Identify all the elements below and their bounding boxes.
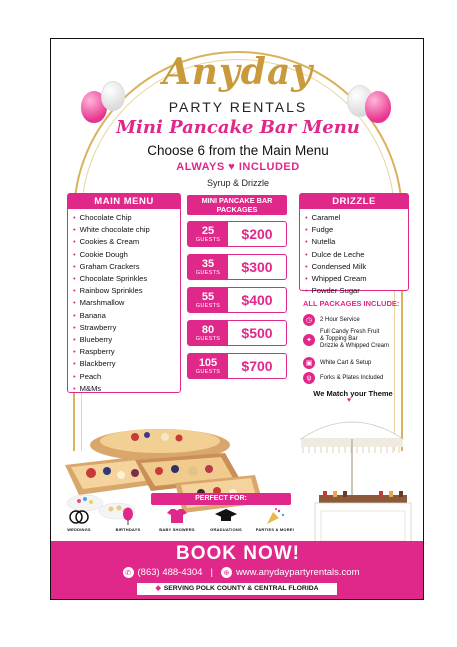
brand-logo: Anyday (162, 51, 314, 93)
list-item: • Raspberry (73, 346, 175, 358)
included-item (303, 329, 419, 350)
event-weddings (57, 507, 101, 539)
list-item: • Peach (73, 371, 175, 383)
party-popper-icon (263, 507, 287, 525)
menu-title: Mini Pancake Bar Menu (116, 117, 360, 138)
event-graduations (204, 507, 248, 539)
main-menu-list (68, 209, 180, 398)
heart-icon: ♥ (347, 397, 352, 404)
list-item: • Fudge (305, 224, 403, 236)
list-item: • Rainbow Sprinkles (73, 285, 175, 297)
main-menu-panel (67, 193, 181, 393)
heart-icon: ♥ (228, 161, 236, 173)
included-line: Full Candy Fresh Fruit (320, 329, 380, 335)
list-item: • Strawberry (73, 322, 175, 334)
rings-icon (67, 507, 91, 525)
event-birthdays (106, 507, 150, 539)
guests-label: GUESTS (195, 236, 221, 243)
package-guests (188, 255, 228, 279)
event-label: BIRTHDAYS (115, 527, 141, 532)
included-item (303, 357, 419, 369)
package-guests (188, 222, 228, 246)
list-item: • Whipped Cream (305, 273, 403, 285)
included-text (320, 375, 383, 382)
drizzle-header: DRIZZLE (300, 194, 408, 209)
guest-count: 35 (201, 257, 215, 270)
package-option[interactable] (187, 287, 287, 313)
contact-separator: | (210, 567, 213, 578)
guests-label: GUESTS (195, 335, 221, 342)
packages-header (187, 195, 287, 215)
list-item: • Cookie Dough (73, 249, 175, 261)
list-item: • Nutella (305, 236, 403, 248)
list-item: • Banana (73, 310, 175, 322)
guests-label: GUESTS (195, 302, 221, 309)
cart-icon: ▣ (303, 357, 315, 369)
utensils-icon: ψ (303, 372, 315, 384)
list-item: • Cookies & Cream (73, 236, 175, 248)
event-baby-showers (155, 507, 199, 539)
package-option[interactable] (187, 320, 287, 346)
phone-icon: ✆ (123, 567, 134, 578)
always-text: ALWAYS (176, 161, 225, 173)
list-item: • Blackberry (73, 358, 175, 370)
package-price: $500 (241, 325, 273, 341)
white-cart-image (283, 407, 421, 555)
event-label: WEDDINGS (67, 527, 91, 532)
package-price: $300 (241, 259, 273, 275)
package-price: $700 (241, 358, 273, 374)
included-line: Drizzle & Whipped Cream (320, 343, 390, 349)
drizzle-list (300, 209, 408, 300)
guests-label: GUESTS (195, 269, 221, 276)
event-label: PARTIES & MORE! (255, 527, 295, 532)
serving-text: SERVING POLK COUNTY & CENTRAL FLORIDA (163, 585, 319, 592)
included-item (303, 314, 419, 326)
included-text (320, 329, 389, 350)
website-link[interactable]: www.anydaypartyrentals.com (235, 567, 360, 578)
guest-count: 55 (201, 290, 215, 303)
guest-count: 80 (201, 323, 215, 336)
book-now-title[interactable]: BOOK NOW! (175, 543, 301, 564)
list-item: • Caramel (305, 212, 403, 224)
event-label: BABY SHOWERS (159, 527, 195, 532)
main-menu-header: MAIN MENU (68, 194, 180, 209)
included-line: Forks & Plates Included (320, 374, 384, 381)
flyer (50, 38, 424, 600)
choose-instruction: Choose 6 from the Main Menu (147, 143, 329, 158)
candy-icon: ✦ (303, 334, 315, 346)
balloon-icon (116, 507, 140, 525)
package-price: $400 (241, 292, 273, 308)
brand-subtitle: PARTY RENTALS (168, 99, 308, 115)
list-item: • Chocolate Sprinkles (73, 273, 175, 285)
location-pin-icon: ◆ (155, 585, 161, 592)
always-included-label (51, 161, 424, 173)
included-line: & Topping Bar (320, 336, 358, 342)
list-item: • Blueberry (73, 334, 175, 346)
events-row (57, 507, 297, 539)
contact-row (91, 567, 391, 578)
syrup-drizzle-label: Syrup & Drizzle (206, 178, 269, 188)
graduation-cap-icon (214, 507, 238, 525)
guest-count: 105 (198, 356, 218, 369)
onesie-icon (165, 507, 189, 525)
list-item: • Condensed Milk (305, 261, 403, 273)
phone-number[interactable]: (863) 488-4304 (137, 567, 203, 578)
guests-label: GUESTS (195, 368, 221, 375)
package-price: $200 (241, 226, 273, 242)
event-parties (253, 507, 297, 539)
serving-area (137, 583, 337, 595)
packages-header-line2: PACKAGES (216, 205, 258, 214)
package-option[interactable] (187, 254, 287, 280)
clock-icon: ◷ (303, 314, 315, 326)
included-text: INCLUDED (238, 161, 300, 173)
list-item: • M&Ms (73, 383, 175, 395)
book-now-banner (51, 541, 424, 600)
list-item: • Powder Sugar (305, 285, 403, 297)
list-item: • Chocolate Chip (73, 212, 175, 224)
included-text (320, 360, 371, 367)
included-line: White Cart & Setup (320, 359, 372, 366)
globe-icon: ⊕ (221, 567, 232, 578)
list-item: • Marshmallow (73, 297, 175, 309)
theme-note: We Match your Theme (313, 389, 393, 398)
package-guests (188, 321, 228, 345)
packages-header-line1: MINI PANCAKE BAR (201, 196, 273, 205)
included-line: 2 Hour Service (320, 316, 360, 323)
included-title: ALL PACKAGES INCLUDE: (303, 299, 400, 308)
event-label: GRADUATIONS (210, 527, 242, 532)
included-item (303, 372, 419, 384)
drizzle-panel (299, 193, 409, 296)
perfect-for-title: PERFECT FOR: (151, 493, 291, 505)
list-item: • Dulce de Leche (305, 249, 403, 261)
package-guests (188, 288, 228, 312)
guest-count: 25 (201, 224, 215, 237)
included-text (320, 317, 360, 324)
list-item: • White chocolate chip (73, 224, 175, 236)
package-option[interactable] (187, 221, 287, 247)
list-item: • Graham Crackers (73, 261, 175, 273)
